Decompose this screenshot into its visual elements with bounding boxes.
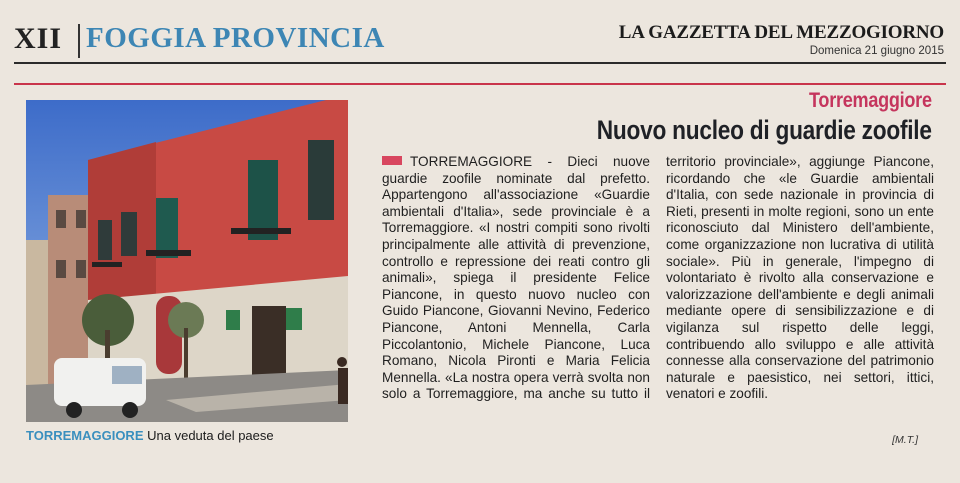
author-signature: [M.T.]	[892, 434, 918, 446]
street-photo	[26, 100, 348, 422]
article-headline: Nuovo nucleo di guardie zoofile	[597, 115, 932, 145]
article-dateline: TORREMAGGIORE	[410, 154, 533, 169]
article-kicker: Torremaggiore	[809, 89, 932, 112]
page-header	[0, 0, 960, 64]
wooden-door	[252, 306, 286, 380]
issue-date: Domenica 21 giugno 2015	[809, 45, 944, 57]
newspaper-name: LA GAZZETTA DEL MEZZOGIORNO	[618, 22, 944, 43]
accent-rule	[14, 83, 946, 85]
article-body	[382, 154, 934, 444]
pedestrian	[338, 368, 348, 404]
article-body-text: - Dieci nuove guardie zoofile nominate dal prefetto. Appartengono all'associazione «Guardie ambientali d'Italia», sede provinciale è a Torremaggiore. «I nostri compiti sono rivolti principalmente alle attività di prevenzione, controllo e repressione dei reati contro gli animali», spiega il presidente Felice Piancone, in questo nuovo nucleo con Guido Piancone, Giovanni Nevino, Federico Piancone, Antoni Mennella, Carla Piccolantonio, Michele Piancone, Luca Romano, Nicola Pironti e Maria Felicia Mennella. «La nostra opera verrà svolta non solo a Torremaggiore, ma anche su tutto il territorio provinciale», aggiunge Piancone, ricordando che «le Guardie ambientali d'Italia, con sede nazionale in provincia di Rieti, presenti in molte regioni, sono un ente riconosciuto dal Ministero dell'ambiente, come organizzazione non lucrativa di utilità sociale». Più in generale, l'impegno di volontariato è rivolto alla conservazione e valorizzazione dell'ambiente e degli animali mediante opere di sensibilizzazione e di vigilanza sul rispetto delle leggi, contribuendo allo sviluppo e alle attività connesse alla conservazione del patrimonio naturale e paesistico, nei settori, ittici, venatori e zoofili.	[382, 154, 934, 402]
caption-text: Una veduta del paese	[147, 428, 274, 443]
section-marker	[382, 156, 402, 165]
photo-caption	[26, 428, 274, 443]
header-separator	[78, 24, 80, 58]
caption-location: TORREMAGGIORE	[26, 428, 144, 443]
header-rule	[14, 62, 946, 64]
page-number: XII	[14, 22, 63, 55]
section-title: FOGGIA PROVINCIA	[86, 22, 385, 54]
